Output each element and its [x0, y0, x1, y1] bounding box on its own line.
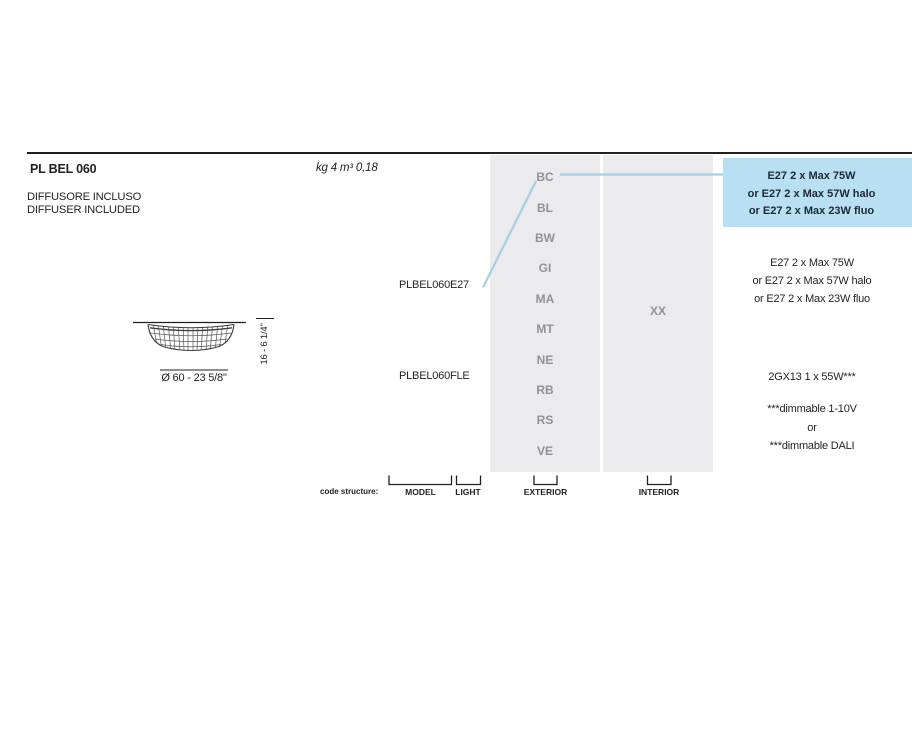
- highlighted-spec-box: [723, 158, 912, 227]
- fluorescent-spec: 2GX13 1 x 55W***: [768, 371, 856, 383]
- spec-line: or: [807, 421, 817, 434]
- spec-line: ***dimmable 1-10V: [767, 403, 857, 415]
- exterior-code: BC: [536, 170, 554, 185]
- exterior-code: BL: [537, 200, 553, 215]
- exterior-code: BW: [535, 230, 555, 245]
- weight-volume: kg 4 m³ 0,18: [316, 162, 378, 174]
- interior-code: XX: [649, 304, 666, 318]
- diffuser-note-english: DIFFUSER INCLUDED: [27, 204, 140, 217]
- segment-label-interior: INTERIOR: [638, 487, 680, 497]
- exterior-code: RB: [536, 382, 554, 397]
- spec-line: or E27 2 x Max 23W fluo: [748, 205, 875, 217]
- exterior-code: VE: [536, 443, 553, 458]
- exterior-code: MA: [535, 291, 555, 306]
- diffuser-note: [27, 191, 141, 218]
- code-structure-label: code structure:: [320, 487, 379, 496]
- dimming-spec-block: [712, 400, 912, 456]
- exterior-code-list: [490, 162, 600, 466]
- diffuser-note-italian: DIFFUSORE INCLUSO: [27, 191, 142, 203]
- code-structure-brackets: [389, 476, 671, 485]
- segment-label-light: LIGHT: [455, 487, 481, 497]
- dimension-lines: [160, 319, 274, 371]
- diameter-dimension-label: Ø 60 - 23 5/8": [161, 372, 227, 384]
- spec-line: E27 2 x Max 75W: [770, 257, 854, 269]
- spec-line: or E27 2 x Max 57W halo: [752, 275, 872, 287]
- height-dimension-label: 16 - 6 1/4": [259, 323, 270, 365]
- e27-spec-block: [712, 254, 912, 308]
- product-code-e27: PLBEL060E27: [399, 279, 469, 291]
- exterior-code: RS: [536, 413, 554, 428]
- segment-label-model: MODEL: [405, 487, 436, 497]
- lamp-drawing: [133, 323, 246, 352]
- exterior-code: MT: [536, 322, 554, 337]
- exterior-code: NE: [536, 352, 554, 367]
- product-code-fle: PLBEL060FLE: [399, 370, 470, 382]
- spec-line: or E27 2 x Max 23W fluo: [754, 293, 870, 305]
- top-divider: [27, 152, 912, 154]
- segment-label-exterior: EXTERIOR: [523, 487, 568, 497]
- exterior-code: GI: [538, 261, 552, 276]
- spec-line: ***dimmable DALI: [769, 440, 855, 452]
- spec-line: or E27 2 x Max 57W halo: [747, 187, 876, 200]
- spec-line: E27 2 x Max 75W: [767, 170, 856, 182]
- page-title: PL BEL 060: [30, 162, 97, 176]
